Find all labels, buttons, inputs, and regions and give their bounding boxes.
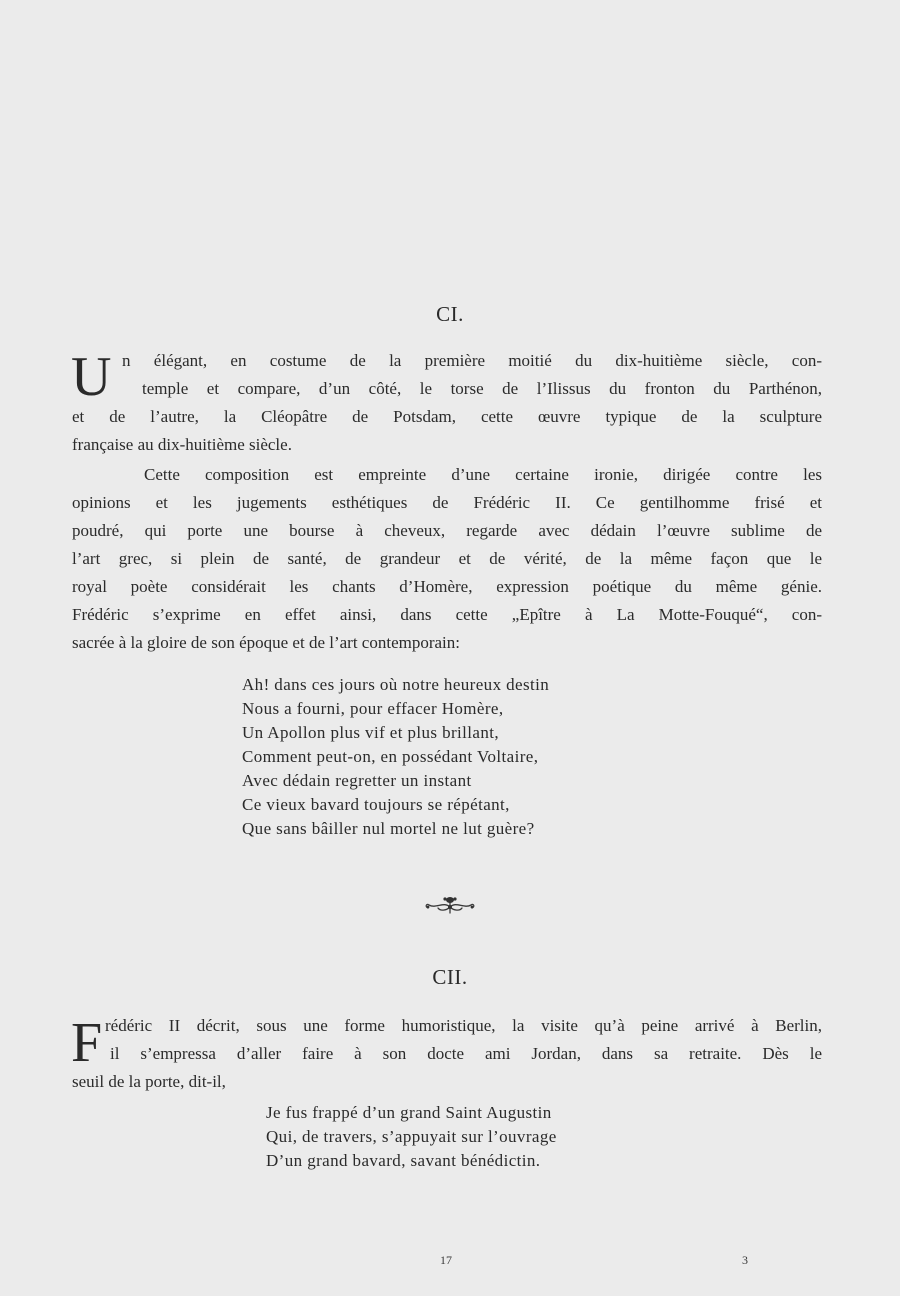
verse-line: Avec dédain regretter un instant [242,771,472,790]
text-line: seuil de la porte, dit-il, [72,1072,226,1091]
text-line: n élégant, en costume de la première moitié du dix-huitième siècle, con- [122,351,822,370]
page-number: 17 [440,1253,452,1267]
paragraph-cii-1 [72,1012,822,1096]
signature-mark: 3 [742,1253,748,1267]
dropcap-f: F [71,1012,103,1074]
section-title-cii: CII. [432,965,468,989]
paragraph-ci-2 [72,461,822,657]
text-line: opinions et les jugements esthétiques de Frédéric II. Ce gentilhomme frisé et [72,493,822,512]
text-line: Frédéric s’exprime en effet ainsi, dans cette „Epître à La Motte-Fouqué“, con- [72,605,822,624]
text-line: royal poète considérait les chants d’Homère, expression poétique du même génie. [72,577,822,596]
fleuron-icon [420,893,480,917]
verse-line: Un Apollon plus vif et plus brillant, [242,723,500,742]
section-title-ci: CI. [436,302,464,326]
verse-line: Je fus frappé d’un grand Saint Augustin [266,1103,552,1122]
text-line: Cette composition est empreinte d’une certaine ironie, dirigée contre les [144,465,822,484]
verse-cii [266,1101,557,1173]
verse-line: Qui, de travers, s’appuyait sur l’ouvrage [266,1127,557,1146]
verse-line: Que sans bâiller nul mortel ne lut guère? [242,819,535,838]
text-line: sacrée à la gloire de son époque et de l’art contemporain: [72,633,460,652]
verse-line: Nous a fourni, pour effacer Homère, [242,699,504,718]
text-line: il s’empressa d’aller faire à son docte ami Jordan, dans sa retraite. Dès le [110,1044,822,1063]
verse-line: Ce vieux bavard toujours se répétant, [242,795,510,814]
dropcap-u: U [71,346,112,408]
text-line: et de l’autre, la Cléopâtre de Potsdam, cette œuvre typique de la sculpture [72,407,822,426]
paragraph-ci-1 [72,347,822,459]
text-line: rédéric II décrit, sous une forme humoristique, la visite qu’à peine arrivé à Berlin, [105,1016,822,1035]
verse-line: Comment peut-on, en possédant Voltaire, [242,747,539,766]
text-line: temple et compare, d’un côté, le torse de l’Ilissus du fronton du Parthénon, [142,379,822,398]
text-line: française au dix-huitième siècle. [72,435,292,454]
verse-ci [242,673,549,841]
verse-line: D’un grand bavard, savant bénédictin. [266,1151,541,1170]
text-line: l’art grec, si plein de santé, de grandeur et de vérité, de la même façon que le [72,549,822,568]
verse-line: Ah! dans ces jours où notre heureux destin [242,675,550,694]
text-line: poudré, qui porte une bourse à cheveux, regarde avec dédain l’œuvre sublime de [72,521,822,540]
